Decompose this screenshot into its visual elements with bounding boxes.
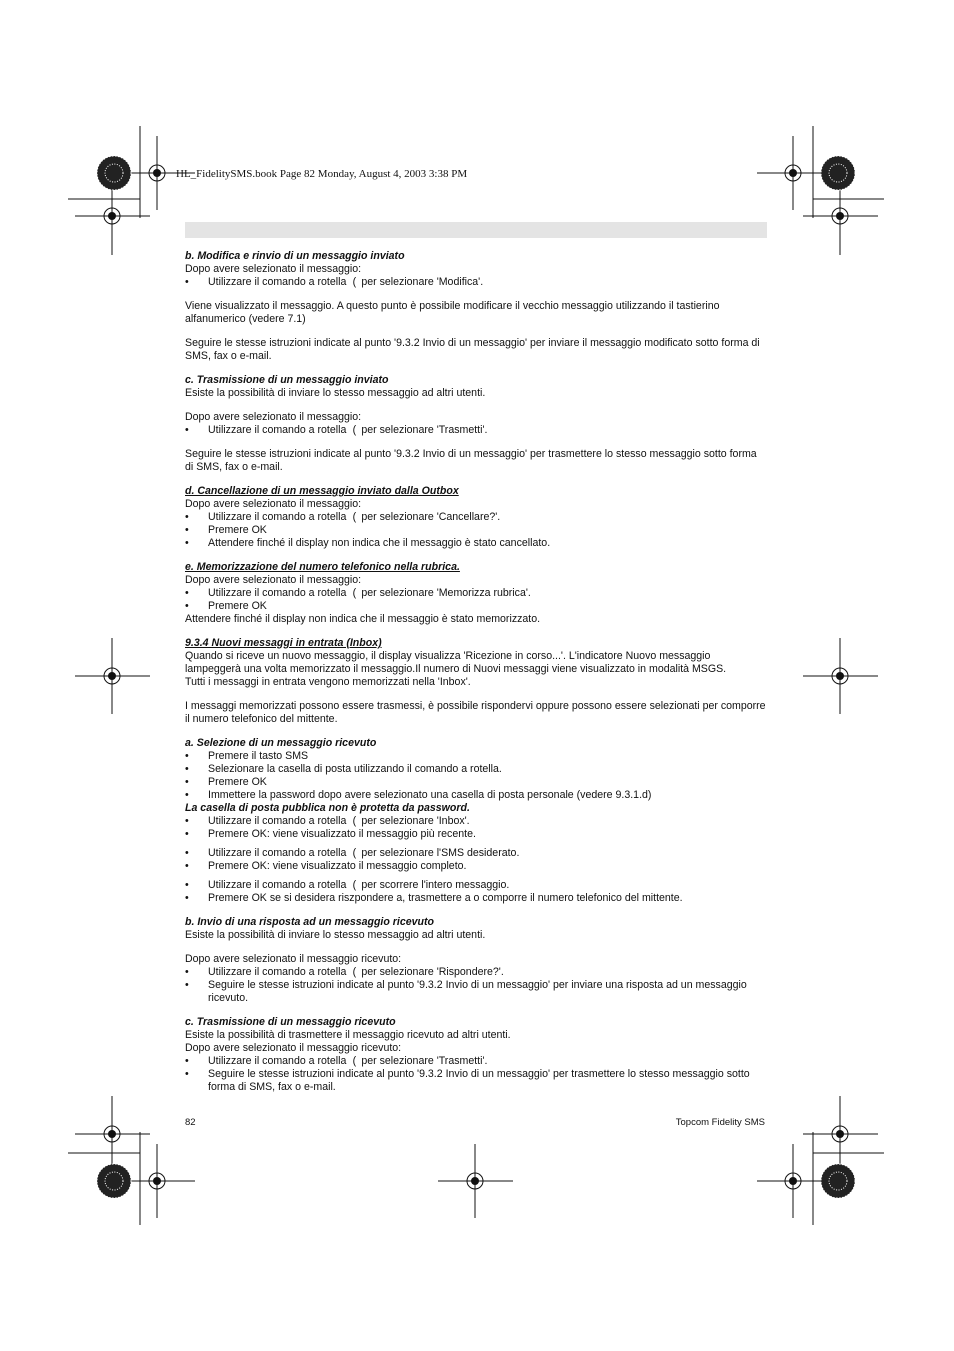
bullet: • — [185, 424, 189, 436]
section-title-c-received: c. Trasmissione di un messaggio ricevuto — [185, 1016, 396, 1028]
list-item: • Premere OK: viene visualizzato il messaggio più recente. — [185, 828, 476, 840]
list-item: • Premere OK — [185, 524, 267, 536]
bullet: • — [185, 276, 189, 288]
page-number: 82 — [185, 1117, 196, 1128]
bullet: • — [185, 979, 189, 991]
header-bar — [185, 222, 767, 238]
bullet: • — [185, 879, 189, 891]
bullet: • — [185, 860, 189, 872]
bullet: • — [185, 511, 189, 523]
scroll-wheel-icon: ( — [352, 511, 357, 523]
paragraph: Dopo avere selezionato il messaggio: — [185, 498, 362, 510]
paragraph: Dopo avere selezionato il messaggio ricevuto: — [185, 953, 402, 965]
bullet: • — [185, 776, 189, 788]
paragraph: Esiste la possibilità di trasmettere il messaggio ricevuto ad altri utenti. — [185, 1029, 511, 1041]
list-item: • Premere OK — [185, 776, 267, 788]
section-title-e: e. Memorizzazione del numero telefonico nella rubrica. — [185, 561, 460, 573]
paragraph: Esiste la possibilità di inviare lo stesso messaggio ad altri utenti. — [185, 929, 486, 941]
section-title-d: d. Cancellazione di un messaggio inviato dalla Outbox — [185, 485, 459, 497]
print-info-header: HL_FidelitySMS.book Page 82 Monday, August 4, 2003 3:38 PM — [176, 168, 468, 180]
paragraph: I messaggi memorizzati possono essere trasmessi, è possibile rispondervi oppure possono essere selezionati per comporre il numero telefonico del mittente. — [185, 700, 766, 725]
list-item: • Premere OK se si desidera riszpondere a, trasmettere a o comporre il numero telefonico del mittente. — [185, 892, 683, 904]
paragraph: Dopo avere selezionato il messaggio: — [185, 574, 362, 586]
bullet: • — [185, 815, 189, 827]
paragraph: Dopo avere selezionato il messaggio: — [185, 263, 362, 275]
bullet: • — [185, 524, 189, 536]
list-item: • Utilizzare il comando a rotella ( per selezionare 'Modifica'. — [185, 276, 484, 288]
list-item: • Immettere la password dopo avere selezionato una casella di posta personale (vedere 9.3.1.d) — [185, 789, 652, 801]
paragraph: Dopo avere selezionato il messaggio: — [185, 411, 362, 423]
bullet: • — [185, 1055, 189, 1067]
scroll-wheel-icon: ( — [352, 1055, 357, 1067]
scroll-wheel-icon: ( — [352, 879, 357, 891]
scroll-wheel-icon: ( — [352, 815, 357, 827]
list-item: • Utilizzare il comando a rotella ( per selezionare 'Trasmetti'. — [185, 1055, 488, 1067]
bullet: • — [185, 537, 189, 549]
page-content — [185, 250, 767, 1094]
footer-product-name: Topcom Fidelity SMS — [675, 1117, 765, 1128]
list-item: • Utilizzare il comando a rotella ( per selezionare 'Memorizza rubrica'. — [185, 587, 531, 599]
list-item: • Premere OK: viene visualizzato il messaggio completo. — [185, 860, 467, 872]
paragraph: Tutti i messaggi in entrata vengono memorizzati nella 'Inbox'. — [185, 676, 471, 688]
section-title-b: b. Modifica e rinvio di un messaggio inviato — [185, 250, 405, 262]
bullet: • — [185, 750, 189, 762]
paragraph: Quando si riceve un nuovo messaggio, il display visualizza 'Ricezione in corso...'. L'indicatore Nuovo messaggio lampeggerà una volta memorizzato il messaggio.Il numero di Nuovi messaggi viene visualizzato in modalità MSGS. — [185, 650, 727, 675]
bullet: • — [185, 966, 189, 978]
list-item: • Utilizzare il comando a rotella ( per selezionare 'Cancellare?'. — [185, 511, 501, 523]
scroll-wheel-icon: ( — [352, 847, 357, 859]
bullet: • — [185, 1068, 189, 1080]
list-item: • Seguire le stesse istruzioni indicate al punto '9.3.2 Invio di un messaggio' per inviare una risposta ad un messaggio ricevuto. — [185, 979, 747, 1004]
list-item: • Seguire le stesse istruzioni indicate al punto '9.3.2 Invio di un messaggio' per trasmettere lo stesso messaggio sotto forma di SMS, fax o e-mail. — [185, 1068, 750, 1093]
list-item: • Utilizzare il comando a rotella ( per selezionare l'SMS desiderato. — [185, 847, 520, 859]
list-item: • Premere il tasto SMS — [185, 750, 309, 762]
bullet: • — [185, 587, 189, 599]
scroll-wheel-icon: ( — [352, 587, 357, 599]
list-item: • Utilizzare il comando a rotella ( per scorrere l'intero messaggio. — [185, 879, 510, 891]
list-item: • Utilizzare il comando a rotella ( per selezionare 'Trasmetti'. — [185, 424, 488, 436]
list-item: • Utilizzare il comando a rotella ( per selezionare 'Inbox'. — [185, 815, 470, 827]
bullet: • — [185, 828, 189, 840]
list-item: • Utilizzare il comando a rotella ( per selezionare 'Rispondere?'. — [185, 966, 504, 978]
bullet: • — [185, 847, 189, 859]
bullet: • — [185, 763, 189, 775]
list-item: • Selezionare la casella di posta utilizzando il comando a rotella. — [185, 763, 502, 775]
list-item: • Attendere finché il display non indica che il messaggio è stato cancellato. — [185, 537, 551, 549]
bullet: • — [185, 892, 189, 904]
bullet: • — [185, 600, 189, 612]
list-item: • Premere OK — [185, 600, 267, 612]
scroll-wheel-icon: ( — [352, 276, 357, 288]
paragraph: Esiste la possibilità di inviare lo stesso messaggio ad altri utenti. — [185, 387, 486, 399]
section-title-934: 9.3.4 Nuovi messaggi in entrata (Inbox) — [185, 637, 382, 649]
paragraph: Attendere finché il display non indica che il messaggio è stato memorizzato. — [185, 613, 541, 625]
bullet: • — [185, 789, 189, 801]
scroll-wheel-icon: ( — [352, 424, 357, 436]
paragraph: Seguire le stesse istruzioni indicate al punto '9.3.2 Invio di un messaggio' per inviare il messaggio modificato sotto forma di SMS, fax o e-mail. — [185, 337, 760, 362]
section-title-a-received: a. Selezione di un messaggio ricevuto — [185, 737, 377, 749]
scroll-wheel-icon: ( — [352, 966, 357, 978]
paragraph: Viene visualizzato il messaggio. A questo punto è possibile modificare il vecchio messaggio utilizzando il tastierino alfanumerico (vedere 7.1) — [185, 300, 720, 325]
section-title-b-received: b. Invio di una risposta ad un messaggio ricevuto — [185, 916, 434, 928]
password-note: La casella di posta pubblica non è protetta da password. — [185, 802, 470, 814]
section-title-c: c. Trasmissione di un messaggio inviato — [185, 374, 389, 386]
paragraph: Seguire le stesse istruzioni indicate al punto '9.3.2 Invio di un messaggio' per trasmettere lo stesso messaggio sotto forma di SMS, fax o e-mail. — [185, 448, 757, 473]
paragraph: Dopo avere selezionato il messaggio ricevuto: — [185, 1042, 402, 1054]
